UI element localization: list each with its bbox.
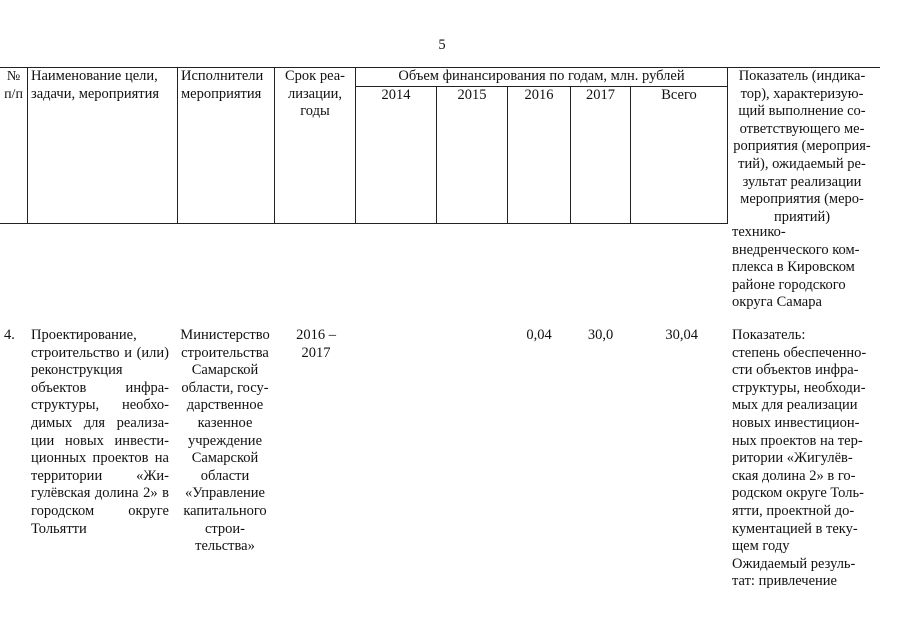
row-num: 4. — [4, 327, 15, 343]
header-name: Наименование цели, задачи, мероприятия — [31, 68, 160, 102]
indicator-continuation: технико- внедренческого ком- плекса в Кировском районе городского округа Самара — [732, 224, 860, 311]
row-term: 2016 – 2017 — [296, 327, 336, 361]
header-year-2015: 2015 — [457, 87, 487, 103]
row-2016: 0,04 — [526, 327, 552, 343]
header-year-2017: 2017 — [586, 87, 615, 103]
row-total: 30,04 — [665, 327, 698, 343]
header-num: № п/п — [4, 69, 23, 102]
header-funding: Объем финансирования по годам, млн. рублей — [398, 68, 685, 84]
header-total: Всего — [661, 87, 697, 103]
row-name: Проектирование, строительство и (или) реконструкция объектов инфра-структуры, необхо-димых для реализа-ции новых инвести-ционных проектов на территории «Жи-гулёвская долина 2» в городском округе Тольятти — [31, 327, 169, 537]
header-indicator: Показатель (индика- тор), характеризую- щий выполнение со- ответствующего ме- роприятия (мероприя- тий), ожидаемый ре- зультат реализации мероприятия (меро- приятий) — [733, 68, 871, 225]
header-term: Срок реа- лизации, годы — [285, 68, 345, 120]
header-executors: Исполнители мероприятия — [181, 68, 264, 102]
row-executors: Министерство строительства Самарской области, госу- дарственное казенное учреждение Самарской области «Управление капитального строи- тельства» — [180, 327, 270, 555]
row-indicator: Показатель: степень обеспеченно- сти объектов инфра- структуры, необходи- мых для реализации новых инвестицион- ных проектов на тер- ритории «Жигулёв- ская долина 2» в го- родском округе Толь- ятти, проектной до- кументацией в теку- щем году Ожидаемый резуль- тат: привлечение — [732, 327, 867, 590]
header-year-2016: 2016 — [524, 87, 554, 103]
page-number: 5 — [438, 37, 446, 53]
header-year-2014: 2014 — [381, 87, 411, 103]
row-2017: 30,0 — [587, 327, 614, 343]
